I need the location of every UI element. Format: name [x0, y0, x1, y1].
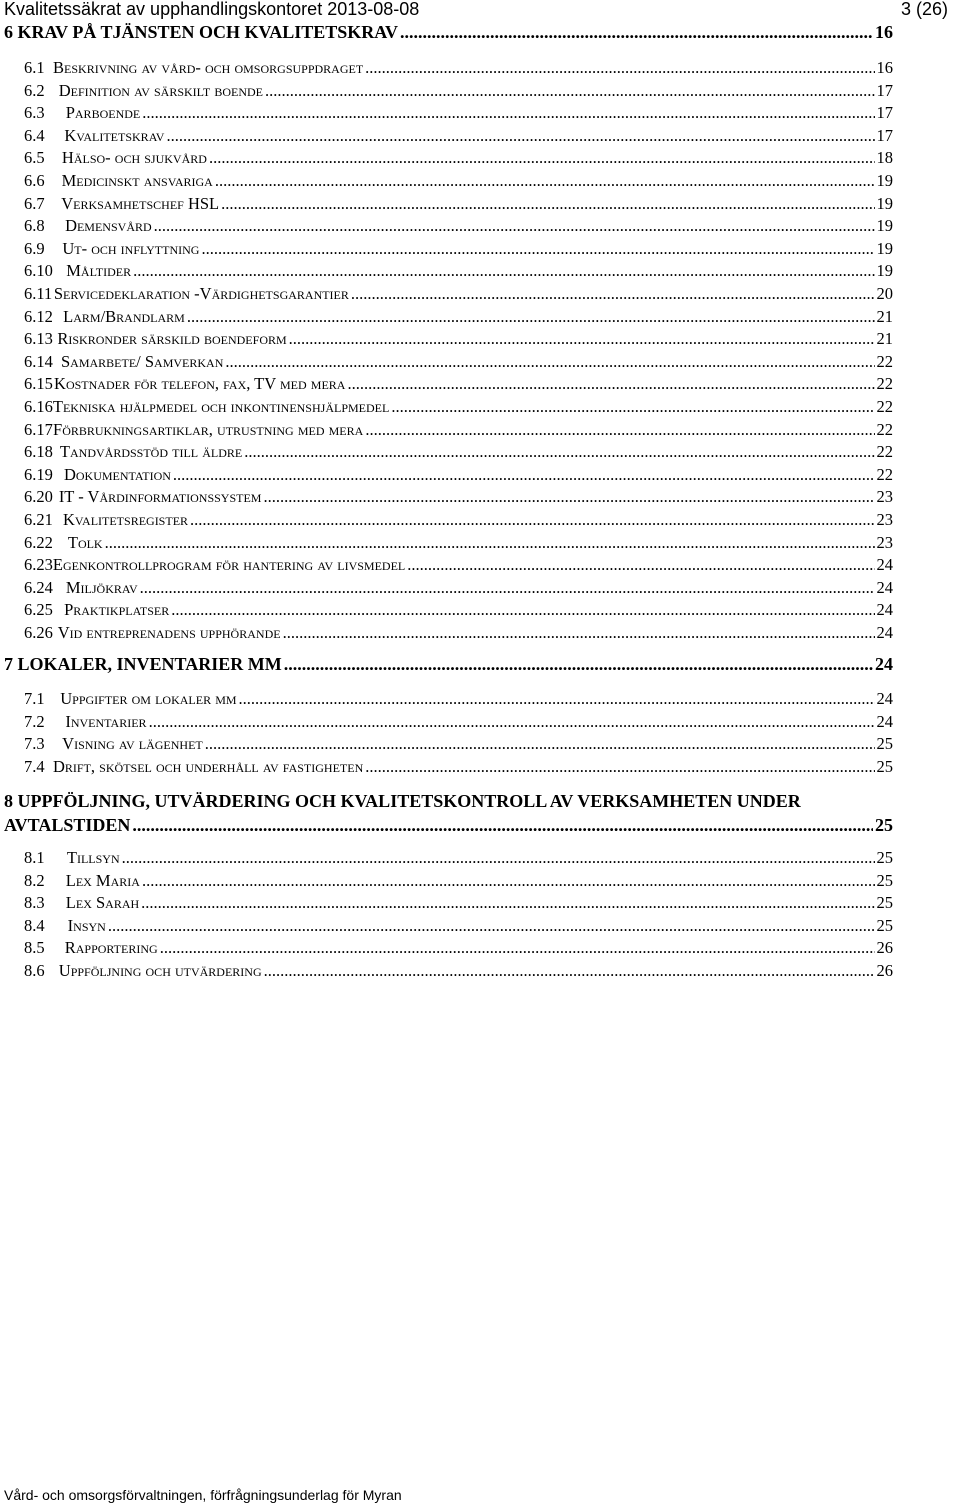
toc-leader	[289, 329, 875, 349]
toc-entry-title: Samarbete/ Samverkan	[60, 351, 224, 371]
toc-page-number: 19	[876, 193, 893, 213]
page-header	[4, 0, 948, 21]
toc-entry[interactable]	[4, 397, 893, 419]
toc-entry-number: 6.18	[24, 442, 53, 462]
toc-entry-title: Lex Maria	[65, 870, 140, 890]
toc-entry[interactable]	[4, 916, 893, 938]
toc-entry[interactable]	[4, 555, 893, 577]
toc-page-number: 19	[876, 238, 893, 258]
toc-entry-number: 6.9	[24, 238, 45, 258]
toc-entry-title: Definition av särskilt boende	[58, 80, 264, 100]
toc-leader	[351, 284, 875, 304]
toc-entry-number: 6.21	[24, 510, 53, 529]
toc-leader	[244, 442, 874, 462]
toc-entry-number: 6.4	[24, 125, 45, 145]
toc-entry-title: Verksamhetschef HSL	[61, 193, 220, 213]
toc-entry[interactable]	[4, 103, 893, 125]
toc-entry[interactable]	[4, 352, 893, 374]
toc-entry-number: 7.2	[24, 711, 45, 731]
toc-entry-title: IT - Vårdinformationssystem	[58, 487, 262, 507]
toc-leader	[221, 194, 874, 214]
toc-page-number: 24	[876, 689, 893, 708]
toc-entry[interactable]	[4, 533, 893, 555]
toc-leader	[142, 103, 874, 123]
toc-entry-number: 6.13	[24, 329, 53, 349]
toc-entry-number: 7.3	[24, 734, 45, 754]
toc-entry[interactable]	[4, 442, 893, 464]
toc-entry[interactable]	[4, 329, 893, 351]
toc-leader	[225, 352, 874, 372]
toc-entry-title: Tekniska hjälpmedel och inkontinenshjälpmedel	[52, 397, 390, 416]
toc-leader	[187, 307, 875, 327]
toc-entry[interactable]	[4, 261, 893, 283]
toc-leader	[154, 216, 875, 236]
toc-chapter-title: 6 KRAV PÅ TJÄNSTEN OCH KVALITETSKRAV	[4, 22, 398, 42]
toc-leader	[108, 916, 875, 936]
toc-entry-title: Praktikplatser	[64, 600, 170, 620]
toc-entry-title: Tandvårdsstöd till äldre	[59, 442, 243, 462]
toc-leader	[201, 239, 874, 259]
toc-entry-title: Drift, skötsel och underhåll av fastigheten	[53, 756, 364, 776]
toc-leader	[365, 757, 874, 777]
toc-page-number: 24	[876, 623, 893, 642]
toc-entry-number: 6.24	[24, 577, 53, 597]
toc-entry[interactable]	[4, 938, 893, 960]
toc-entry[interactable]	[4, 465, 893, 487]
toc-entry-number: 6.1	[24, 58, 45, 77]
toc-page-number: 17	[876, 80, 893, 100]
toc-entry-title: Vid entreprenadens upphörande	[57, 623, 281, 642]
toc-entry-title: Kvalitetskrav	[64, 125, 165, 145]
toc-entry-title: Uppföljning och utvärdering	[58, 961, 262, 980]
toc-page-number: 24	[876, 555, 893, 575]
toc-page-number: 24	[875, 654, 893, 674]
toc-page-number: 16	[876, 58, 893, 77]
toc-leader	[122, 848, 875, 868]
toc-entry-number: 8.2	[24, 870, 45, 890]
toc-entry-title: Egenkontrollprogram för hantering av livsmedel	[52, 555, 406, 575]
toc-leader	[205, 734, 875, 754]
toc-leader	[209, 148, 875, 168]
toc-leader	[160, 938, 875, 958]
toc-entry-title: Hälso- och sjukvård	[61, 148, 207, 168]
toc-entry-title: Måltider	[66, 261, 132, 281]
toc-entry-number: 8.5	[24, 938, 45, 958]
toc-entry-number: 6.22	[24, 532, 53, 552]
toc-page-number: 25	[876, 756, 893, 776]
toc-entry[interactable]	[4, 623, 893, 645]
toc-entry[interactable]	[4, 871, 893, 893]
toc-page-number: 19	[876, 171, 893, 190]
toc-entry[interactable]	[4, 734, 893, 756]
toc-entry-number: 6.20	[24, 487, 53, 507]
toc-page-number: 23	[876, 532, 893, 552]
toc-entry[interactable]	[4, 58, 893, 80]
toc-page-number: 24	[876, 577, 893, 597]
document-title: Kvalitetssäkrat av upphandlingskontoret 2013-08-08	[4, 0, 420, 19]
page-number: 3 (26)	[900, 0, 948, 19]
toc-entry-title: Riskronder särskild boendeform	[57, 329, 287, 349]
toc-page-number: 22	[876, 397, 893, 416]
toc-entry[interactable]	[4, 81, 893, 103]
toc-leader	[391, 397, 874, 417]
toc-page-number: 25	[876, 848, 893, 867]
toc-page-number: 18	[876, 148, 893, 168]
toc-entry-number: 6.25	[24, 600, 53, 620]
toc-page-number: 25	[876, 734, 893, 754]
toc-entry-title: Servicedeklaration -Värdighetsgarantier	[53, 284, 349, 303]
toc-entry-number: 6.5	[24, 148, 45, 168]
toc-entry-title: Ut- och inflyttning	[62, 238, 200, 258]
toc-chapter-title-line1: 8 UPPFÖLJNING, UTVÄRDERING OCH KVALITETSKONTROLL AV VERKSAMHETEN UNDER	[4, 791, 801, 811]
toc-entry-number: 6.2	[24, 80, 45, 100]
toc-leader	[141, 893, 874, 913]
toc-leader	[173, 465, 875, 485]
toc-page-number: 24	[876, 600, 893, 620]
toc-leader	[140, 578, 875, 598]
toc-page-number: 25	[876, 893, 893, 913]
toc-leader	[347, 374, 874, 394]
toc-chapter-6[interactable]	[4, 22, 893, 44]
toc-leader	[215, 171, 875, 191]
toc-entry-title: Insyn	[67, 915, 106, 935]
toc-entry[interactable]	[4, 689, 893, 711]
toc-entry-number: 6.16	[24, 397, 53, 416]
toc-leader	[265, 81, 874, 101]
toc-entry[interactable]	[4, 284, 893, 306]
toc-entry[interactable]	[4, 126, 893, 148]
toc-entry-number: 7.4	[24, 756, 45, 776]
toc-page-number: 19	[876, 216, 893, 236]
toc-page-number: 22	[876, 374, 893, 394]
toc-entry-title: Larm/Brandlarm	[63, 306, 185, 326]
toc-page-number: 22	[876, 442, 893, 462]
toc-entry-title: Medicinskt ansvariga	[61, 171, 213, 190]
toc-leader	[166, 126, 874, 146]
toc-entry-number: 6.7	[24, 193, 45, 213]
toc-page-number: 23	[876, 487, 893, 507]
toc-entry[interactable]	[4, 510, 893, 532]
toc-page-number: 24	[876, 711, 893, 731]
toc-entry-title: Beskrivning av vård- och omsorgsuppdraget	[53, 58, 364, 77]
toc-page-number: 20	[876, 284, 893, 303]
toc-page-number: 25	[876, 915, 893, 935]
toc-entry[interactable]	[4, 216, 893, 238]
toc-chapter-title: 7 LOKALER, INVENTARIER MM	[4, 654, 282, 674]
toc-leader	[264, 961, 875, 981]
toc-leader	[407, 555, 874, 575]
toc-leader	[171, 600, 874, 620]
toc-entry-title: Tillsyn	[66, 848, 120, 867]
toc-entry[interactable]	[4, 893, 893, 915]
toc-leader	[365, 420, 874, 440]
toc-page-number: 19	[876, 261, 893, 281]
toc-entry[interactable]	[4, 600, 893, 622]
toc-leader	[190, 510, 874, 530]
toc-leader	[283, 623, 875, 643]
toc-leader	[284, 654, 873, 675]
toc-entry-number: 6.12	[24, 306, 53, 326]
toc-entry[interactable]	[4, 171, 893, 193]
toc-entry-title: Lex Sarah	[65, 893, 140, 913]
toc-entry-number: 8.3	[24, 893, 45, 913]
toc-entry[interactable]	[4, 307, 893, 329]
toc-entry-title: Kvalitetsregister	[63, 510, 189, 529]
toc-entry-number: 6.6	[24, 171, 45, 190]
toc-entry-number: 8.1	[24, 848, 45, 867]
toc-entry[interactable]	[4, 487, 893, 509]
toc-entry[interactable]	[4, 374, 893, 396]
toc-page-number: 25	[875, 815, 893, 835]
toc-page-number: 16	[875, 22, 893, 42]
toc-chapter-7[interactable]	[4, 654, 893, 676]
toc-entry-number: 6.26	[24, 623, 53, 642]
toc-entry-number: 6.3	[24, 103, 45, 123]
toc-page-number: 26	[876, 938, 893, 958]
toc-entry[interactable]	[4, 757, 893, 779]
page-footer: Vård- och omsorgsförvaltningen, förfrågningsunderlag för Myran	[4, 1487, 402, 1503]
toc-entry-number: 6.19	[24, 464, 53, 484]
toc-page-number: 22	[876, 464, 893, 484]
toc-entry-title: Förbrukningsartiklar, utrustning med mera	[53, 419, 364, 439]
toc-entry-title: Rapportering	[64, 938, 158, 958]
toc-page-number: 22	[876, 351, 893, 371]
toc-page-number: 22	[876, 419, 893, 439]
toc-entry-title: Dokumentation	[63, 464, 171, 484]
toc-chapter-title-line2: AVTALSTIDEN	[4, 815, 131, 835]
toc-leader	[239, 689, 875, 709]
toc-entry-title: Miljökrav	[65, 577, 138, 597]
toc-page-number: 26	[876, 961, 893, 980]
toc-leader	[263, 487, 874, 507]
toc-entry[interactable]	[4, 848, 893, 870]
toc-entry-number: 8.6	[24, 961, 45, 980]
toc-leader	[142, 871, 875, 891]
toc-leader	[105, 533, 875, 553]
toc-entry-title: Kostnader för telefon, fax, TV med mera	[54, 374, 346, 394]
toc-page-number: 21	[876, 306, 893, 326]
toc-entry[interactable]	[4, 961, 893, 983]
toc-entry[interactable]	[4, 239, 893, 261]
toc-entry-number: 8.4	[24, 915, 45, 935]
toc-entry-title: Uppgifter om lokaler mm	[60, 689, 237, 708]
toc-entry-title: Demensvård	[65, 216, 152, 236]
toc-entry[interactable]	[4, 148, 893, 170]
toc-entry-number: 6.8	[24, 216, 45, 236]
toc-entry-title: Tolk	[67, 532, 103, 552]
toc-entry-number: 6.11	[24, 284, 53, 303]
toc-leader	[365, 58, 874, 78]
toc-entry[interactable]	[4, 578, 893, 600]
toc-entry-number: 7.1	[24, 689, 45, 708]
toc-entry[interactable]	[4, 712, 893, 734]
toc-leader	[149, 712, 875, 732]
toc-page-number: 17	[876, 103, 893, 123]
toc-page-number: 17	[876, 125, 893, 145]
toc-entry[interactable]	[4, 420, 893, 442]
toc-entry-title: Visning av lägenhet	[62, 734, 203, 754]
toc-page-number: 23	[876, 510, 893, 529]
toc-entry-number: 6.23	[24, 555, 53, 575]
toc-entry-number: 6.10	[24, 261, 53, 281]
toc-entry-number: 6.17	[24, 419, 53, 439]
toc-leader	[400, 22, 873, 43]
toc-page-number: 25	[876, 870, 893, 890]
toc-leader	[132, 815, 873, 836]
toc-entry-title: Parboende	[65, 103, 141, 123]
toc-leader	[133, 261, 874, 281]
toc-page-number: 21	[876, 329, 893, 349]
toc-entry-number: 6.15	[24, 374, 53, 394]
toc-entry-number: 6.14	[24, 351, 53, 371]
toc-entry-title: Inventarier	[65, 711, 147, 731]
toc-entry[interactable]	[4, 194, 893, 216]
